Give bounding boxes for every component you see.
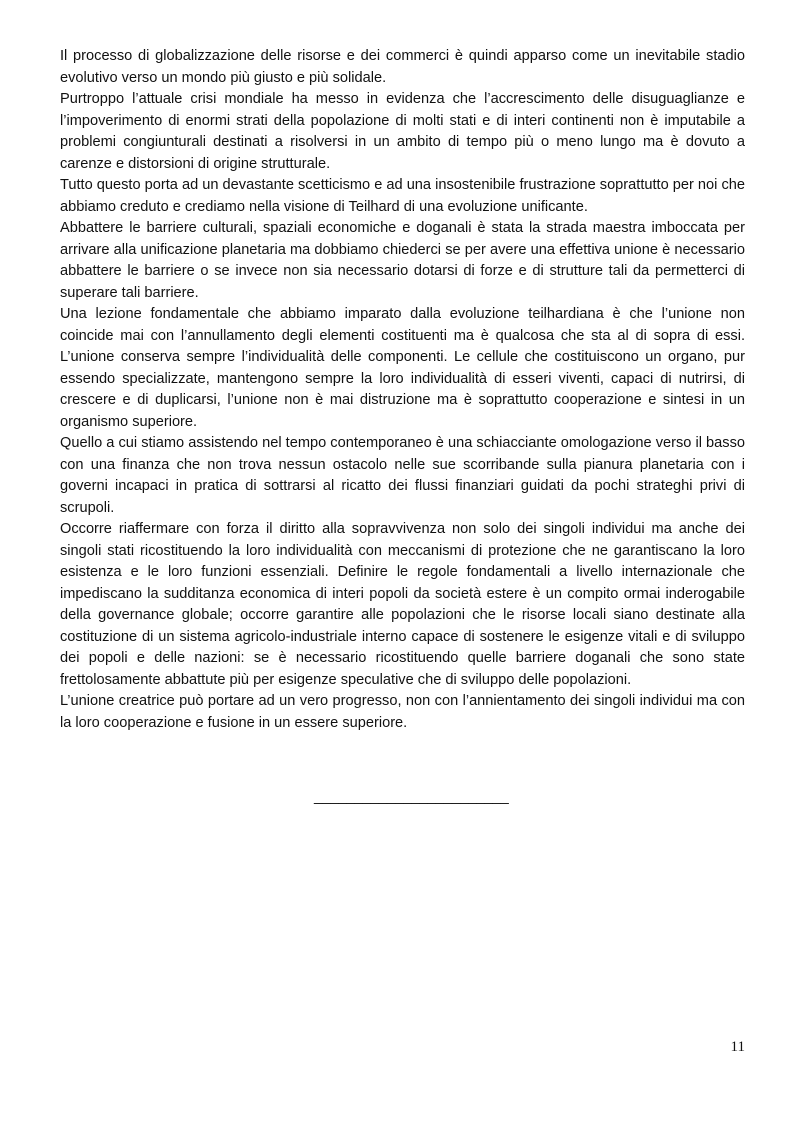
paragraph: Quello a cui stiamo assistendo nel tempo contemporaneo è una schiacciante omologazione verso il basso con una finanza che non trova nessun ostacolo nelle sue scorribande sulla pianura planetaria con i governi incapaci in pratica di sottrarsi al ricatto dei flussi finanziari guidati da pochi strateghi privi di scrupoli. xyxy=(60,435,745,516)
paragraph: Una lezione fondamentale che abbiamo imparato dalla evoluzione teilhardiana è che l’unione non coincide mai con l’annullamento degli elementi costituenti ma è qualcosa che sta al di sopra di essi. L’unione conserva sempre l’individualità delle componenti. Le cellule che costituiscono un organo, pur essendo specializzate, mantengono sempre la loro individualità di esseri viventi, capaci di nutrirsi, di crescere e di duplicarsi, l’unione non è mai distruzione ma è soprattutto cooperazione e sintesi in un organismo superiore. xyxy=(60,306,745,430)
paragraph: Tutto questo porta ad un devastante scetticismo e ad una insostenibile frustrazione soprattutto per noi che abbiamo creduto e crediamo nella visione di Teilhard di una evoluzione unificante. xyxy=(60,177,745,215)
paragraph: Purtroppo l’attuale crisi mondiale ha messo in evidenza che l’accrescimento delle disuguaglianze e l’impoverimento di enormi strati della popolazione di molti stati e di interi continenti non è imputabile a problemi congiunturali destinati a risolversi in un ambito di tempo più o meno lungo ma è dovuto a carenze e distorsioni di origine strutturale. xyxy=(60,91,745,172)
section-separator: ________________________ xyxy=(314,789,509,805)
page-number: 11 xyxy=(730,1039,745,1055)
paragraph: Abbattere le barriere culturali, spaziali economiche e doganali è stata la strada maestra imboccata per arrivare alla unificazione planetaria ma dobbiamo chiederci se per avere una effettiva unione è necessario abbattere le barriere o se invece non sia necessario dotarsi di forze e di strutture tali da permetterci di superare tali barriere. xyxy=(60,220,745,301)
body-text xyxy=(60,46,745,734)
paragraph: Il processo di globalizzazione delle risorse e dei commerci è quindi apparso come un inevitabile stadio evolutivo verso un mondo più giusto e più solidale. xyxy=(60,48,745,86)
paragraph: L’unione creatrice può portare ad un vero progresso, non con l’annientamento dei singoli individui ma con la loro cooperazione e fusione in un essere superiore. xyxy=(60,693,745,731)
paragraph: Occorre riaffermare con forza il diritto alla sopravvivenza non solo dei singoli individui ma anche dei singoli stati ricostituendo la loro individualità con meccanismi di protezione che ne garantiscano la loro esistenza e le loro funzioni essenziali. Definire le regole fondamentali a livello internazionale che impediscano la sudditanza economica di interi popoli da società estere è un compito ormai inderogabile della governance globale; occorre garantire alle popolazioni che le risorse locali siano destinate alla costituzione di un sistema agricolo-industriale interno capace di sostenere le esigenze vitali e di sviluppo dei popoli e delle nazioni: se è necessario ricostituendo quelle barriere doganali che sono state frettolosamente abbattute più per esigenze speculative che di sviluppo delle popolazioni. xyxy=(60,521,745,688)
